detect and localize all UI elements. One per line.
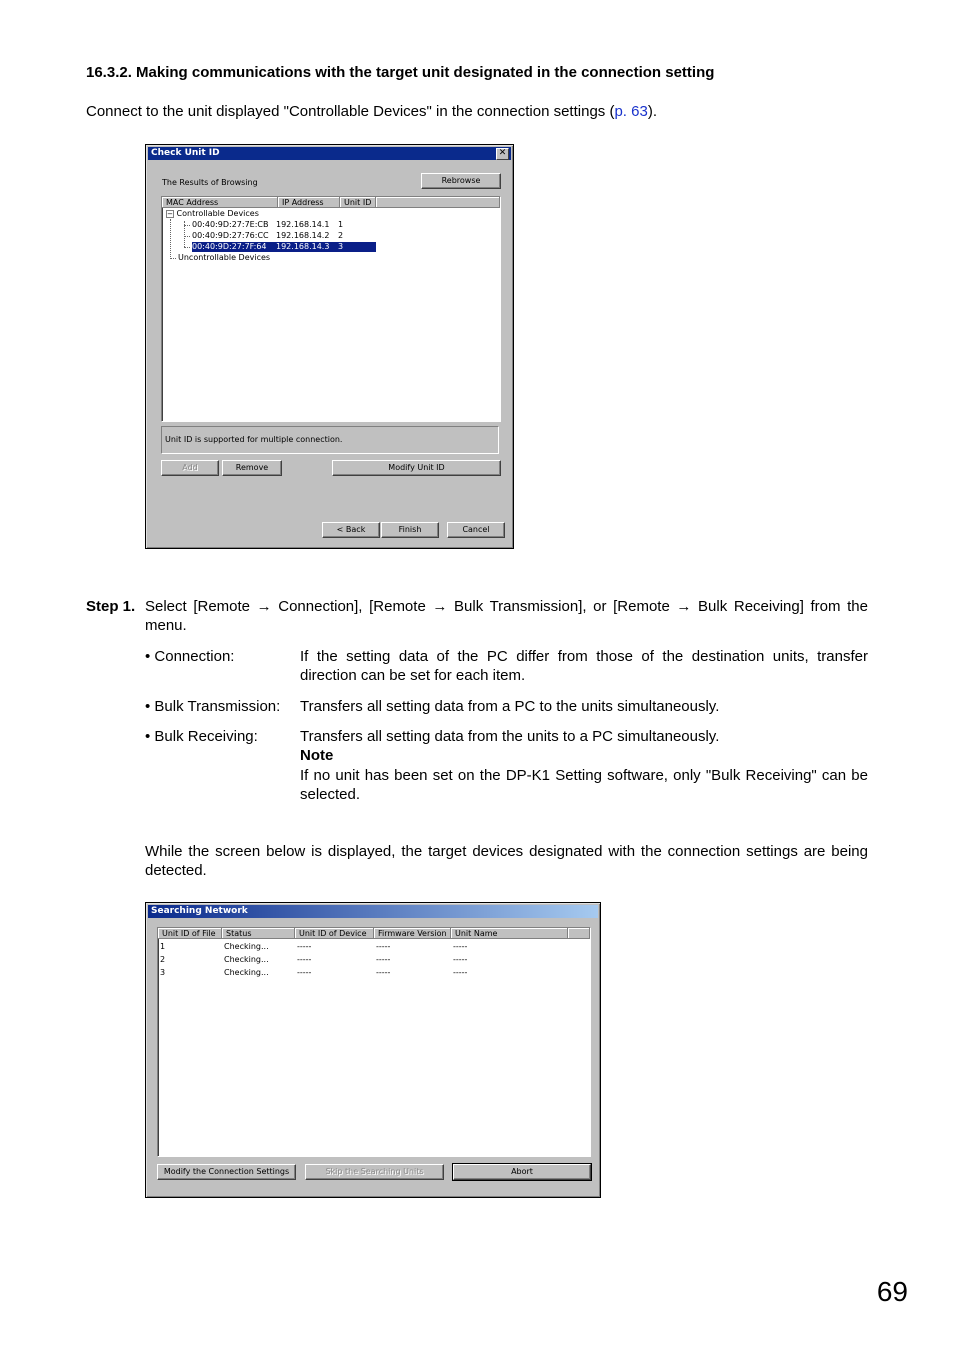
device-ip: 192.168.14.2	[276, 231, 330, 240]
abort-button[interactable]: Abort	[453, 1164, 591, 1180]
item-desc-connection: If the setting data of the PC differ from those of the destination units, transfer direction can be set for each item.	[300, 648, 868, 684]
while-text: While the screen below is displayed, the target devices designated with the connection settings are being detected.	[145, 843, 868, 879]
column-status[interactable]: Status	[222, 928, 295, 939]
collapse-icon[interactable]: −	[167, 210, 173, 218]
page-number: 69	[876, 1276, 908, 1307]
column-unit-id-of-file[interactable]: Unit ID of File	[158, 928, 222, 939]
column-unit-id-of-device[interactable]: Unit ID of Device	[295, 928, 374, 939]
searching-network-dialog	[145, 902, 601, 1198]
info-text: Unit ID is supported for multiple connection.	[165, 435, 343, 444]
device-ip: 192.168.14.3	[276, 242, 330, 251]
item-desc-bulk-receiving: Transfers all setting data from the units to a PC simultaneously.	[300, 728, 720, 745]
cell-device: -----	[297, 968, 312, 977]
page-link[interactable]: p. 63	[614, 103, 648, 120]
column-mac-address[interactable]: MAC Address	[162, 197, 278, 208]
tree-line	[170, 219, 171, 259]
section-heading: 16.3.2. Making communications with the target unit designated in the connection setting	[86, 64, 715, 81]
intro-text-end: ).	[647, 103, 657, 120]
tree-line	[184, 236, 190, 237]
tree-row-device-1[interactable]	[192, 220, 343, 230]
cell-status: Checking...	[224, 955, 269, 964]
cancel-button[interactable]: Cancel	[447, 522, 505, 538]
note-label: Note	[300, 747, 334, 764]
cell-status: Checking...	[224, 942, 269, 951]
device-mac: 00:40:9D:27:76:CC	[192, 231, 269, 240]
column-unit-id[interactable]: Unit ID	[340, 197, 376, 208]
check-unit-id-dialog	[145, 144, 514, 549]
item-label-connection: • Connection:	[145, 648, 235, 665]
device-id: 2	[338, 231, 344, 240]
cell-name: -----	[453, 955, 468, 964]
modify-connection-settings-button[interactable]: Modify the Connection Settings	[157, 1164, 296, 1180]
modify-unit-id-button[interactable]: Modify Unit ID	[332, 460, 501, 476]
item-label-bulk-receiving: • Bulk Receiving:	[145, 728, 258, 745]
column-ip-address[interactable]: IP Address	[278, 197, 340, 208]
item-label-bulk-transmission: • Bulk Transmission:	[145, 698, 281, 715]
add-button[interactable]: Add	[161, 460, 219, 476]
table-row[interactable]	[160, 968, 467, 978]
item-desc-bulk-transmission: Transfers all setting data from a PC to the units simultaneously.	[300, 698, 720, 715]
cell-firmware: -----	[376, 968, 391, 977]
check-dialog-titlebar	[148, 147, 511, 160]
cell-device: -----	[297, 955, 312, 964]
tree-row-device-3-selected[interactable]	[192, 242, 376, 252]
intro-text	[86, 103, 657, 120]
rebrowse-button[interactable]: Rebrowse	[421, 173, 501, 189]
search-dialog-titlebar	[148, 905, 598, 918]
intro-text-start: Connect to the unit displayed "Controllable Devices" in the connection settings (	[86, 103, 615, 120]
device-tree-list[interactable]	[161, 196, 501, 422]
device-mac: 00:40:9D:27:7E:CB	[192, 220, 269, 229]
device-ip: 192.168.14.1	[276, 220, 330, 229]
tree-row-device-2[interactable]	[192, 231, 343, 241]
cell-firmware: -----	[376, 955, 391, 964]
check-dialog-title: Check Unit ID	[151, 148, 220, 158]
column-filler	[376, 197, 500, 208]
close-icon[interactable]: ✕	[496, 148, 509, 160]
tree-line	[170, 258, 176, 259]
browse-results-label: The Results of Browsing	[162, 178, 258, 187]
info-box	[161, 426, 499, 454]
tree-line	[184, 247, 190, 248]
device-id: 3	[338, 242, 344, 251]
cell-status: Checking...	[224, 968, 269, 977]
step-text: Select [Remote → Connection], [Remote → Bulk Transmission], or [Remote → Bulk Receiving] from the menu.	[145, 598, 868, 634]
cell-file: 1	[160, 942, 166, 951]
table-row[interactable]	[160, 942, 467, 952]
cell-file: 2	[160, 955, 166, 964]
controllable-label: Controllable Devices	[176, 209, 259, 218]
tree-node-uncontrollable[interactable]: Uncontrollable Devices	[178, 253, 271, 262]
column-unit-name[interactable]: Unit Name	[451, 928, 568, 939]
cell-name: -----	[453, 968, 468, 977]
table-row[interactable]	[160, 955, 467, 965]
column-filler	[568, 928, 590, 939]
remove-button[interactable]: Remove	[222, 460, 282, 476]
cell-file: 3	[160, 968, 166, 977]
search-dialog-title: Searching Network	[151, 906, 248, 916]
device-mac: 00:40:9D:27:7F:64	[192, 242, 267, 251]
search-results-list[interactable]	[157, 927, 591, 1157]
note-text: If no unit has been set on the DP-K1 Setting software, only "Bulk Receiving" can be selected.	[300, 767, 868, 803]
back-button[interactable]: < Back	[322, 522, 380, 538]
cell-firmware: -----	[376, 942, 391, 951]
finish-button[interactable]: Finish	[381, 522, 439, 538]
tree-node-controllable[interactable]	[166, 209, 259, 219]
skip-searching-units-button[interactable]: Skip the Searching Units	[305, 1164, 444, 1180]
step-label: Step 1.	[86, 598, 136, 615]
column-firmware-version[interactable]: Firmware Version	[374, 928, 451, 939]
cell-device: -----	[297, 942, 312, 951]
cell-name: -----	[453, 942, 468, 951]
device-id: 1	[338, 220, 344, 229]
tree-line	[184, 225, 190, 226]
